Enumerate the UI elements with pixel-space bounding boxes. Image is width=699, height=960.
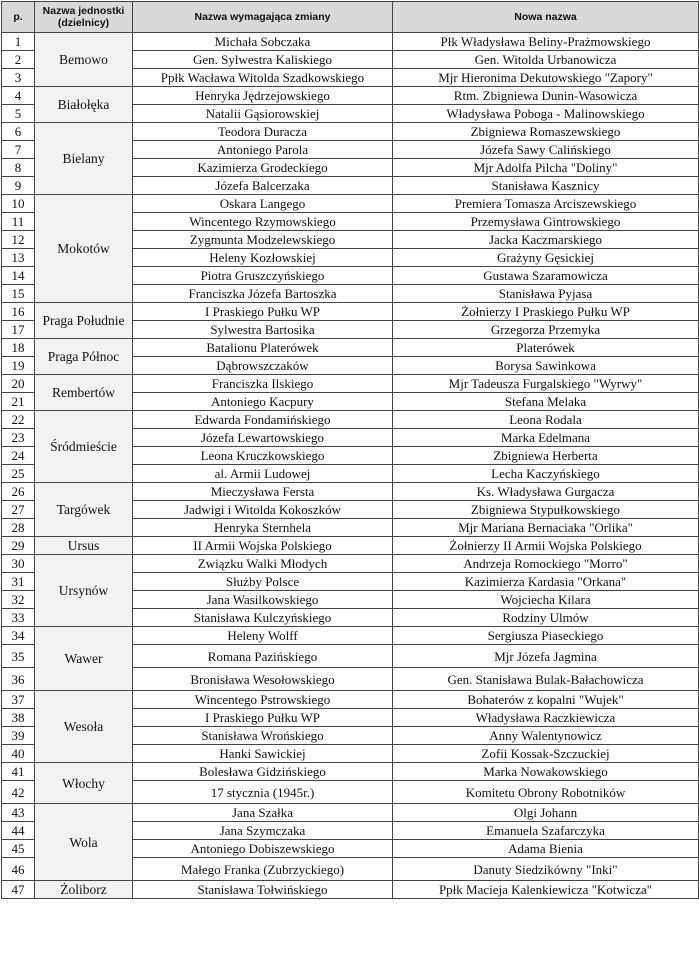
new-street-name: Bohaterów z kopalni "Wujek" bbox=[393, 691, 699, 709]
row-number: 7 bbox=[2, 141, 35, 159]
row-number: 25 bbox=[2, 465, 35, 483]
row-number: 44 bbox=[2, 822, 35, 840]
old-street-name: Piotra Gruszczyńskiego bbox=[133, 267, 393, 285]
district-name: Bielany bbox=[35, 123, 133, 195]
row-number: 11 bbox=[2, 213, 35, 231]
old-street-name: Heleny Wolff bbox=[133, 627, 393, 645]
table-row bbox=[2, 33, 699, 51]
row-number: 1 bbox=[2, 33, 35, 51]
old-street-name: Henryka Sternhela bbox=[133, 519, 393, 537]
new-street-name: Grzegorza Przemyka bbox=[393, 321, 699, 339]
new-street-name: Mjr Hieronima Dekutowskiego "Zapory" bbox=[393, 69, 699, 87]
row-number: 3 bbox=[2, 69, 35, 87]
row-number: 9 bbox=[2, 177, 35, 195]
new-street-name: Marka Nowakowskiego bbox=[393, 763, 699, 781]
row-number: 23 bbox=[2, 429, 35, 447]
old-street-name: Wincentego Pstrowskiego bbox=[133, 691, 393, 709]
old-street-name: Edwarda Fondamińskiego bbox=[133, 411, 393, 429]
new-street-name: Zbigniewa Romaszewskiego bbox=[393, 123, 699, 141]
new-street-name: Władysława Raczkiewicza bbox=[393, 709, 699, 727]
new-street-name: Gen. Witolda Urbanowicza bbox=[393, 51, 699, 69]
header-row bbox=[2, 2, 699, 33]
table-row bbox=[2, 339, 699, 357]
old-street-name: Stanisława Kulczyńskiego bbox=[133, 609, 393, 627]
district-name: Ursus bbox=[35, 537, 133, 555]
new-street-name: Wojciecha Kilara bbox=[393, 591, 699, 609]
old-street-name: I Praskiego Pułku WP bbox=[133, 303, 393, 321]
old-street-name: Jadwigi i Witolda Kokoszków bbox=[133, 501, 393, 519]
new-street-name: Zbigniewa Stypułkowskiego bbox=[393, 501, 699, 519]
new-street-name: Jacka Kaczmarskiego bbox=[393, 231, 699, 249]
district-name: Targówek bbox=[35, 483, 133, 537]
row-number: 19 bbox=[2, 357, 35, 375]
row-number: 35 bbox=[2, 645, 35, 668]
new-street-name: Premiera Tomasza Arciszewskiego bbox=[393, 195, 699, 213]
row-number: 27 bbox=[2, 501, 35, 519]
new-street-name: Olgi Johann bbox=[393, 804, 699, 822]
header-district: Nazwa jednostki (dzielnicy) bbox=[35, 2, 133, 33]
old-street-name: Michała Sobczaka bbox=[133, 33, 393, 51]
new-street-name: Mjr Józefa Jagmina bbox=[393, 645, 699, 668]
old-street-name: Józefa Lewartowskiego bbox=[133, 429, 393, 447]
new-street-name: Mjr Tadeusza Furgalskiego "Wyrwy" bbox=[393, 375, 699, 393]
row-number: 16 bbox=[2, 303, 35, 321]
new-street-name: Emanuela Szafarczyka bbox=[393, 822, 699, 840]
table-row bbox=[2, 411, 699, 429]
row-number: 32 bbox=[2, 591, 35, 609]
new-street-name: Ks. Władysława Gurgacza bbox=[393, 483, 699, 501]
row-number: 6 bbox=[2, 123, 35, 141]
row-number: 38 bbox=[2, 709, 35, 727]
row-number: 28 bbox=[2, 519, 35, 537]
old-street-name: Wincentego Rzymowskiego bbox=[133, 213, 393, 231]
old-street-name: Leona Kruczkowskiego bbox=[133, 447, 393, 465]
old-street-name: Antoniego Parola bbox=[133, 141, 393, 159]
row-number: 24 bbox=[2, 447, 35, 465]
row-number: 20 bbox=[2, 375, 35, 393]
old-street-name: Natalii Gąsiorowskiej bbox=[133, 105, 393, 123]
row-number: 5 bbox=[2, 105, 35, 123]
table-row bbox=[2, 763, 699, 781]
old-street-name: Teodora Duracza bbox=[133, 123, 393, 141]
old-street-name: Gen. Sylwestra Kaliskiego bbox=[133, 51, 393, 69]
old-street-name: Bolesława Gidzińskiego bbox=[133, 763, 393, 781]
street-renaming-table bbox=[1, 1, 699, 899]
row-number: 21 bbox=[2, 393, 35, 411]
row-number: 10 bbox=[2, 195, 35, 213]
table-row bbox=[2, 537, 699, 555]
new-street-name: Platerówek bbox=[393, 339, 699, 357]
old-street-name: Stanisława Tołwińskiego bbox=[133, 881, 393, 899]
new-street-name: Anny Walentynowicz bbox=[393, 727, 699, 745]
new-street-name: Zbigniewa Herberta bbox=[393, 447, 699, 465]
old-street-name: Antoniego Dobiszewskiego bbox=[133, 840, 393, 858]
row-number: 43 bbox=[2, 804, 35, 822]
new-street-name: Andrzeja Romockiego "Morro" bbox=[393, 555, 699, 573]
new-street-name: Grażyny Gęsickiej bbox=[393, 249, 699, 267]
district-name: Bemowo bbox=[35, 33, 133, 87]
district-name: Wawer bbox=[35, 627, 133, 691]
new-street-name: Józefa Sawy Calińskiego bbox=[393, 141, 699, 159]
old-street-name: Dąbrowszczaków bbox=[133, 357, 393, 375]
new-street-name: Kazimierza Kardasia "Orkana" bbox=[393, 573, 699, 591]
row-number: 39 bbox=[2, 727, 35, 745]
new-street-name: Płk Władysława Beliny-Prażmowskiego bbox=[393, 33, 699, 51]
new-street-name: Żołnierzy I Praskiego Pułku WP bbox=[393, 303, 699, 321]
new-street-name: Borysa Sawinkowa bbox=[393, 357, 699, 375]
new-street-name: Stanisława Pyjasa bbox=[393, 285, 699, 303]
row-number: 4 bbox=[2, 87, 35, 105]
old-street-name: Jana Szałka bbox=[133, 804, 393, 822]
row-number: 36 bbox=[2, 668, 35, 691]
row-number: 2 bbox=[2, 51, 35, 69]
row-number: 13 bbox=[2, 249, 35, 267]
old-street-name: Franciszka Józefa Bartoszka bbox=[133, 285, 393, 303]
new-street-name: Gustawa Szaramowicza bbox=[393, 267, 699, 285]
new-street-name: Sergiusza Piaseckiego bbox=[393, 627, 699, 645]
district-name: Wola bbox=[35, 804, 133, 881]
new-street-name: Lecha Kaczyńskiego bbox=[393, 465, 699, 483]
row-number: 41 bbox=[2, 763, 35, 781]
old-street-name: I Praskiego Pułku WP bbox=[133, 709, 393, 727]
old-street-name: Franciszka Ilskiego bbox=[133, 375, 393, 393]
row-number: 22 bbox=[2, 411, 35, 429]
new-street-name: Władysława Poboga - Malinowskiego bbox=[393, 105, 699, 123]
district-name: Mokotów bbox=[35, 195, 133, 303]
district-name: Śródmieście bbox=[35, 411, 133, 483]
old-street-name: Antoniego Kacpury bbox=[133, 393, 393, 411]
old-street-name: Batalionu Platerówek bbox=[133, 339, 393, 357]
old-street-name: Ppłk Wacława Witolda Szadkowskiego bbox=[133, 69, 393, 87]
table-row bbox=[2, 87, 699, 105]
table-row bbox=[2, 555, 699, 573]
table-row bbox=[2, 881, 699, 899]
old-street-name: 17 stycznia (1945r.) bbox=[133, 781, 393, 804]
new-street-name: Stanisława Kasznicy bbox=[393, 177, 699, 195]
new-street-name: Rtm. Zbigniewa Dunin-Wasowicza bbox=[393, 87, 699, 105]
new-street-name: Stefana Melaka bbox=[393, 393, 699, 411]
table-row bbox=[2, 375, 699, 393]
district-name: Rembertów bbox=[35, 375, 133, 411]
old-street-name: Kazimierza Grodeckiego bbox=[133, 159, 393, 177]
table-row bbox=[2, 627, 699, 645]
row-number: 42 bbox=[2, 781, 35, 804]
old-street-name: Małego Franka (Zubrzyckiego) bbox=[133, 858, 393, 881]
old-street-name: Mieczysława Fersta bbox=[133, 483, 393, 501]
old-street-name: Bronisława Wesołowskiego bbox=[133, 668, 393, 691]
table-body bbox=[2, 33, 699, 899]
row-number: 31 bbox=[2, 573, 35, 591]
row-number: 37 bbox=[2, 691, 35, 709]
district-name: Praga Północ bbox=[35, 339, 133, 375]
new-street-name: Leona Rodala bbox=[393, 411, 699, 429]
new-street-name: Ppłk Macieja Kalenkiewicza "Kotwicza" bbox=[393, 881, 699, 899]
new-street-name: Gen. Stanisława Bulak-Bałachowicza bbox=[393, 668, 699, 691]
old-street-name: Stanisława Wrońskiego bbox=[133, 727, 393, 745]
new-street-name: Danuty Siedzikówny "Inki" bbox=[393, 858, 699, 881]
old-street-name: Romana Pazińskiego bbox=[133, 645, 393, 668]
row-number: 33 bbox=[2, 609, 35, 627]
new-street-name: Zofii Kossak-Szczuckiej bbox=[393, 745, 699, 763]
district-name: Włochy bbox=[35, 763, 133, 804]
new-street-name: Przemysława Gintrowskiego bbox=[393, 213, 699, 231]
new-street-name: Komitetu Obrony Robotników bbox=[393, 781, 699, 804]
district-name: Wesoła bbox=[35, 691, 133, 763]
row-number: 47 bbox=[2, 881, 35, 899]
old-street-name: Jana Szymczaka bbox=[133, 822, 393, 840]
row-number: 40 bbox=[2, 745, 35, 763]
new-street-name: Żołnierzy II Armii Wojska Polskiego bbox=[393, 537, 699, 555]
table-row bbox=[2, 123, 699, 141]
old-street-name: Henryka Jędrzejowskiego bbox=[133, 87, 393, 105]
row-number: 30 bbox=[2, 555, 35, 573]
row-number: 26 bbox=[2, 483, 35, 501]
table-row bbox=[2, 303, 699, 321]
new-street-name: Rodziny Ulmów bbox=[393, 609, 699, 627]
new-street-name: Adama Bienia bbox=[393, 840, 699, 858]
row-number: 17 bbox=[2, 321, 35, 339]
new-street-name: Mjr Adolfa Pilcha "Doliny" bbox=[393, 159, 699, 177]
table-row bbox=[2, 195, 699, 213]
district-name: Praga Południe bbox=[35, 303, 133, 339]
old-street-name: Heleny Kozłowskiej bbox=[133, 249, 393, 267]
old-street-name: Hanki Sawickiej bbox=[133, 745, 393, 763]
old-street-name: Zygmunta Modzelewskiego bbox=[133, 231, 393, 249]
table-row bbox=[2, 483, 699, 501]
old-street-name: al. Armii Ludowej bbox=[133, 465, 393, 483]
row-number: 15 bbox=[2, 285, 35, 303]
district-name: Żoliborz bbox=[35, 881, 133, 899]
row-number: 29 bbox=[2, 537, 35, 555]
old-street-name: Służby Polsce bbox=[133, 573, 393, 591]
row-number: 8 bbox=[2, 159, 35, 177]
old-street-name: Związku Walki Młodych bbox=[133, 555, 393, 573]
old-street-name: Józefa Balcerzaka bbox=[133, 177, 393, 195]
header-new-name: Nowa nazwa bbox=[393, 2, 699, 33]
row-number: 46 bbox=[2, 858, 35, 881]
row-number: 12 bbox=[2, 231, 35, 249]
new-street-name: Mjr Mariana Bernaciaka "Orlika" bbox=[393, 519, 699, 537]
table-row bbox=[2, 804, 699, 822]
new-street-name: Marka Edelmana bbox=[393, 429, 699, 447]
district-name: Ursynów bbox=[35, 555, 133, 627]
old-street-name: Sylwestra Bartosika bbox=[133, 321, 393, 339]
table-row bbox=[2, 691, 699, 709]
row-number: 14 bbox=[2, 267, 35, 285]
old-street-name: Jana Wasilkowskiego bbox=[133, 591, 393, 609]
district-name: Białołęka bbox=[35, 87, 133, 123]
header-old-name: Nazwa wymagająca zmiany bbox=[133, 2, 393, 33]
header-number: p. bbox=[2, 2, 35, 33]
old-street-name: Oskara Langego bbox=[133, 195, 393, 213]
old-street-name: II Armii Wojska Polskiego bbox=[133, 537, 393, 555]
row-number: 45 bbox=[2, 840, 35, 858]
row-number: 18 bbox=[2, 339, 35, 357]
row-number: 34 bbox=[2, 627, 35, 645]
